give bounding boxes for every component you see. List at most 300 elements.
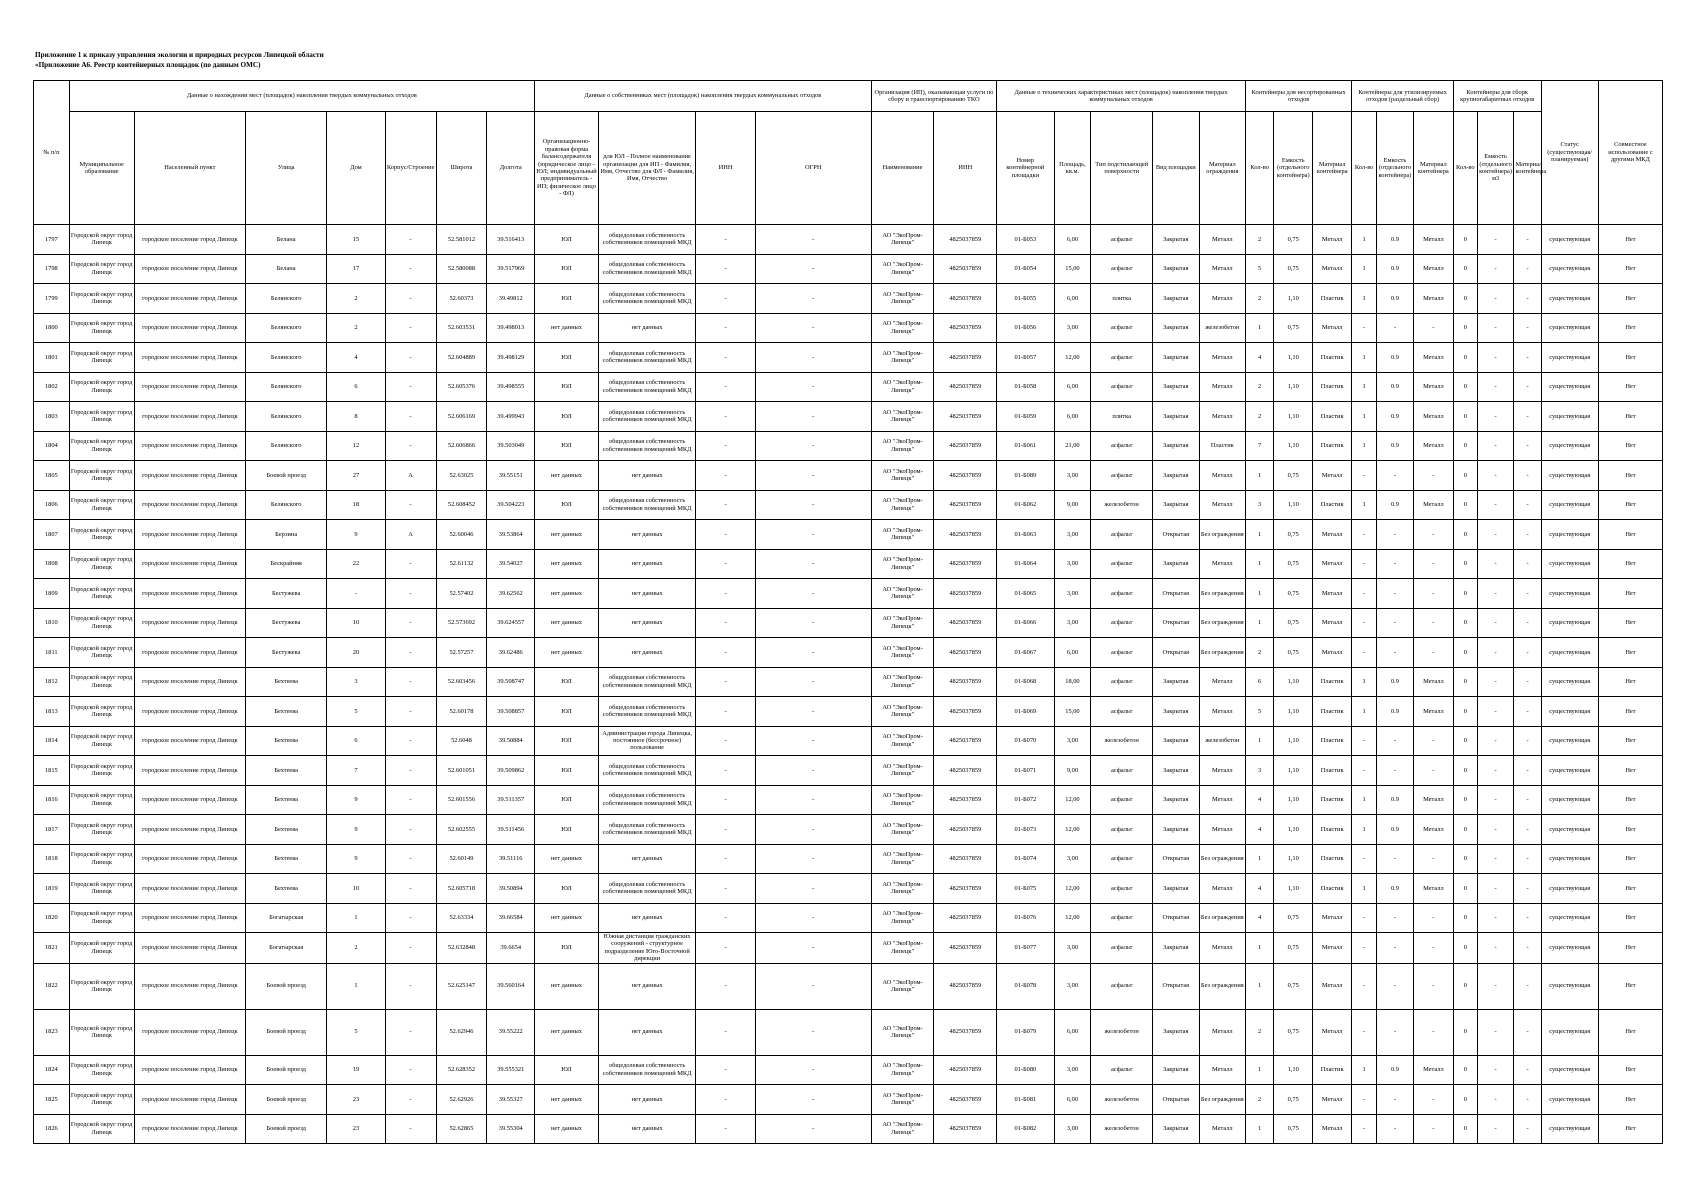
table-cell: 01-Б080: [997, 1055, 1054, 1085]
table-cell: 01-Б074: [997, 844, 1054, 874]
table-cell: -: [1477, 903, 1514, 933]
table-row: [34, 254, 1663, 284]
table-cell: Бехтеева: [246, 815, 327, 845]
table-cell: Нет: [1598, 372, 1662, 402]
table-row: [34, 726, 1663, 756]
table-cell: нет данных: [535, 579, 599, 609]
table-cell: Закрытая: [1153, 343, 1200, 373]
table-cell: -: [1377, 313, 1414, 343]
table-cell: 12,00: [1054, 874, 1091, 904]
table-cell: Металл: [1313, 1009, 1352, 1055]
table-cell: Бехтеева: [246, 667, 327, 697]
table-cell: асфальт: [1091, 756, 1153, 786]
table-cell: АО "ЭкоПром-Липецк": [871, 933, 934, 964]
table-cell: Металл: [1313, 254, 1352, 284]
table-cell: 52.632848: [436, 933, 487, 964]
table-cell: Закрытая: [1153, 667, 1200, 697]
table-cell: -: [1514, 1055, 1541, 1085]
table-cell: существующая: [1541, 372, 1598, 402]
table-cell: -: [385, 343, 436, 373]
table-cell: Пластик: [1313, 284, 1352, 314]
table-cell: 1798: [34, 254, 70, 284]
table-cell: общедолевая собственность собственников помещений МКД: [598, 697, 695, 727]
table-cell: Белянского: [246, 372, 327, 402]
group-header: Данные о технических характеристиках мест (площадок) накопления твердых коммунальных отходов: [997, 81, 1246, 112]
table-cell: 0,75: [1274, 1114, 1313, 1144]
table-cell: 1,10: [1274, 874, 1313, 904]
table-cell: 0.9: [1377, 431, 1414, 461]
table-cell: -: [1352, 313, 1377, 343]
table-cell: Без ограждения: [1199, 844, 1246, 874]
table-cell: 1,10: [1274, 756, 1313, 786]
table-cell: 01-Б089: [997, 461, 1054, 491]
table-cell: Городской округ город Липецк: [69, 756, 134, 786]
table-cell: 52.57257: [436, 638, 487, 668]
table-cell: -: [1514, 608, 1541, 638]
table-cell: Металл: [1199, 667, 1246, 697]
table-cell: -: [696, 756, 756, 786]
table-cell: 1: [1352, 284, 1377, 314]
table-cell: 0: [1453, 785, 1477, 815]
table-cell: Металл: [1313, 225, 1352, 255]
table-cell: 5: [1246, 697, 1274, 727]
column-header: Емкость (отдельного контейнера): [1274, 112, 1313, 225]
table-cell: существующая: [1541, 490, 1598, 520]
table-cell: -: [385, 667, 436, 697]
table-cell: 4825037859: [934, 903, 997, 933]
table-cell: 10: [327, 874, 385, 904]
table-cell: 0,75: [1274, 549, 1313, 579]
table-cell: ЮЛ: [535, 874, 599, 904]
column-header: Населенный пункт: [134, 112, 245, 225]
table-cell: Металл: [1313, 903, 1352, 933]
table-cell: Металл: [1199, 490, 1246, 520]
table-cell: -: [1477, 343, 1514, 373]
table-cell: Металл: [1413, 225, 1453, 255]
table-cell: 4825037859: [934, 608, 997, 638]
table-cell: АО "ЭкоПром-Липецк": [871, 874, 934, 904]
table-cell: -: [1477, 667, 1514, 697]
table-cell: Металл: [1313, 549, 1352, 579]
table-cell: -: [385, 638, 436, 668]
table-cell: 1823: [34, 1009, 70, 1055]
table-cell: 52.580088: [436, 254, 487, 284]
table-cell: 3,00: [1054, 726, 1091, 756]
table-cell: 1807: [34, 520, 70, 550]
table-cell: ЮЛ: [535, 284, 599, 314]
table-cell: -: [1477, 579, 1514, 609]
table-cell: существующая: [1541, 431, 1598, 461]
table-cell: Городской округ город Липецк: [69, 520, 134, 550]
table-cell: Городской округ город Липецк: [69, 313, 134, 343]
table-cell: существующая: [1541, 1009, 1598, 1055]
table-cell: -: [1413, 756, 1453, 786]
table-cell: Белянского: [246, 490, 327, 520]
table-cell: Богатырская: [246, 903, 327, 933]
table-cell: -: [1352, 638, 1377, 668]
table-cell: 4825037859: [934, 520, 997, 550]
group-header: Контейнеры для утилизируемых отходов (раздельный сбор): [1352, 81, 1454, 112]
table-cell: 52.601051: [436, 756, 487, 786]
table-cell: 0: [1453, 254, 1477, 284]
table-cell: Закрытая: [1153, 461, 1200, 491]
table-cell: асфальт: [1091, 903, 1153, 933]
table-cell: Металл: [1313, 638, 1352, 668]
table-cell: городское поселение город Липецк: [134, 815, 245, 845]
table-cell: Закрытая: [1153, 254, 1200, 284]
table-cell: Нет: [1598, 933, 1662, 964]
table-cell: -: [1514, 461, 1541, 491]
table-cell: общедолевая собственность собственников помещений МКД: [598, 343, 695, 373]
table-cell: 52.601556: [436, 785, 487, 815]
table-cell: -: [696, 402, 756, 432]
table-cell: Закрытая: [1153, 697, 1200, 727]
table-cell: -: [385, 254, 436, 284]
column-header: Вид площадки: [1153, 112, 1200, 225]
table-cell: -: [1514, 785, 1541, 815]
table-cell: Металл: [1313, 933, 1352, 964]
table-cell: -: [385, 726, 436, 756]
table-cell: Пластик: [1313, 726, 1352, 756]
table-cell: Металл: [1413, 667, 1453, 697]
table-cell: -: [385, 225, 436, 255]
table-cell: 0.9: [1377, 490, 1414, 520]
column-header: Тип подстилающей поверхности: [1091, 112, 1153, 225]
table-cell: городское поселение город Липецк: [134, 372, 245, 402]
table-cell: -: [385, 1055, 436, 1085]
table-row: [34, 785, 1663, 815]
table-cell: 0: [1453, 520, 1477, 550]
table-cell: 01-Б061: [997, 431, 1054, 461]
table-cell: 1,10: [1274, 372, 1313, 402]
table-cell: 18,00: [1054, 667, 1091, 697]
table-cell: Нет: [1598, 313, 1662, 343]
table-cell: АО "ЭкоПром-Липецк": [871, 549, 934, 579]
table-cell: 6,00: [1054, 284, 1091, 314]
column-header: Корпус/Строение: [385, 112, 436, 225]
table-cell: существующая: [1541, 933, 1598, 964]
table-cell: -: [755, 461, 871, 491]
table-cell: -: [1413, 726, 1453, 756]
table-cell: городское поселение город Липецк: [134, 1114, 245, 1144]
table-cell: 4825037859: [934, 549, 997, 579]
table-cell: 39.55304: [487, 1114, 535, 1144]
table-cell: 4825037859: [934, 284, 997, 314]
table-cell: 3,00: [1054, 313, 1091, 343]
table-cell: Металл: [1313, 520, 1352, 550]
table-cell: АО "ЭкоПром-Липецк": [871, 697, 934, 727]
table-cell: нет данных: [598, 844, 695, 874]
table-cell: ЮЛ: [535, 1055, 599, 1085]
table-cell: железобетон: [1199, 726, 1246, 756]
table-cell: АО "ЭкоПром-Липецк": [871, 785, 934, 815]
table-cell: 0.9: [1377, 697, 1414, 727]
table-cell: 39.624557: [487, 608, 535, 638]
table-cell: -: [1514, 402, 1541, 432]
table-cell: 9: [327, 520, 385, 550]
table-cell: ЮЛ: [535, 785, 599, 815]
table-cell: -: [1377, 726, 1414, 756]
table-cell: нет данных: [598, 579, 695, 609]
table-cell: 3,00: [1054, 461, 1091, 491]
table-cell: городское поселение город Липецк: [134, 1009, 245, 1055]
table-cell: Пластик: [1313, 431, 1352, 461]
table-cell: Металл: [1413, 490, 1453, 520]
table-cell: -: [1413, 461, 1453, 491]
table-cell: -: [1352, 844, 1377, 874]
table-cell: нет данных: [598, 1009, 695, 1055]
table-cell: Городской округ город Липецк: [69, 343, 134, 373]
table-cell: -: [1352, 933, 1377, 964]
table-cell: -: [1352, 549, 1377, 579]
table-cell: 3,00: [1054, 1055, 1091, 1085]
table-cell: 6,00: [1054, 372, 1091, 402]
table-cell: АО "ЭкоПром-Липецк": [871, 667, 934, 697]
table-cell: -: [1477, 313, 1514, 343]
table-cell: существующая: [1541, 1085, 1598, 1115]
column-header: Материал контейнера: [1514, 112, 1541, 225]
table-cell: 1,10: [1274, 844, 1313, 874]
table-cell: Нет: [1598, 579, 1662, 609]
table-cell: -: [755, 1085, 871, 1115]
table-cell: 4825037859: [934, 667, 997, 697]
column-header: Совместное использование с другими МКД: [1598, 81, 1662, 225]
table-cell: -: [696, 874, 756, 904]
table-cell: 39.555321: [487, 1055, 535, 1085]
table-cell: 0: [1453, 313, 1477, 343]
table-cell: -: [696, 815, 756, 845]
table-cell: -: [1514, 1085, 1541, 1115]
table-cell: Закрытая: [1153, 225, 1200, 255]
table-cell: 1800: [34, 313, 70, 343]
table-cell: 1: [1352, 402, 1377, 432]
table-cell: 01-Б079: [997, 1009, 1054, 1055]
table-cell: асфальт: [1091, 963, 1153, 1009]
table-cell: 4: [327, 343, 385, 373]
table-cell: -: [1477, 372, 1514, 402]
table-cell: Белянского: [246, 313, 327, 343]
table-cell: существующая: [1541, 520, 1598, 550]
table-cell: 52.608452: [436, 490, 487, 520]
table-cell: 1808: [34, 549, 70, 579]
table-cell: 01-Б057: [997, 343, 1054, 373]
table-cell: Без ограждения: [1199, 579, 1246, 609]
table-cell: Пластик: [1313, 697, 1352, 727]
table-cell: 52.62946: [436, 1009, 487, 1055]
table-cell: существующая: [1541, 461, 1598, 491]
table-cell: -: [696, 638, 756, 668]
table-cell: 0.9: [1377, 372, 1414, 402]
table-cell: АО "ЭкоПром-Липецк": [871, 844, 934, 874]
table-cell: 1797: [34, 225, 70, 255]
table-cell: общедолевая собственность собственников помещений МКД: [598, 667, 695, 697]
table-cell: существующая: [1541, 903, 1598, 933]
table-cell: 2: [327, 933, 385, 964]
table-cell: Пластик: [1313, 785, 1352, 815]
table-cell: -: [696, 461, 756, 491]
table-cell: Металл: [1199, 461, 1246, 491]
table-cell: -: [696, 520, 756, 550]
table-cell: -: [1352, 579, 1377, 609]
table-cell: -: [1477, 520, 1514, 550]
table-cell: 23: [327, 1085, 385, 1115]
table-cell: АО "ЭкоПром-Липецк": [871, 638, 934, 668]
table-cell: городское поселение город Липецк: [134, 431, 245, 461]
table-cell: Без ограждения: [1199, 963, 1246, 1009]
table-cell: Южная дистанция гражданских сооружений - структурное подразделение Юго-Восточной дирекции: [598, 933, 695, 964]
table-cell: Закрытая: [1153, 284, 1200, 314]
table-cell: 2: [1246, 638, 1274, 668]
table-cell: 4825037859: [934, 1009, 997, 1055]
table-cell: нет данных: [598, 638, 695, 668]
table-cell: -: [1477, 549, 1514, 579]
table-cell: Городской округ город Липецк: [69, 490, 134, 520]
table-cell: ЮЛ: [535, 225, 599, 255]
table-cell: -: [696, 1009, 756, 1055]
table-cell: Администрация города Липецка, постоянное (бессрочное) пользование: [598, 726, 695, 756]
table-cell: Открытая: [1153, 520, 1200, 550]
table-cell: Металл: [1199, 1009, 1246, 1055]
table-cell: 0.9: [1377, 667, 1414, 697]
table-cell: общедолевая собственность собственников помещений МКД: [598, 756, 695, 786]
table-cell: 1799: [34, 284, 70, 314]
table-cell: городское поселение город Липецк: [134, 756, 245, 786]
table-cell: 9: [327, 844, 385, 874]
table-cell: -: [385, 549, 436, 579]
table-cell: -: [385, 874, 436, 904]
table-cell: -: [385, 579, 436, 609]
table-cell: Без ограждения: [1199, 520, 1246, 550]
table-cell: существующая: [1541, 667, 1598, 697]
table-cell: 39.50894: [487, 874, 535, 904]
table-cell: 4825037859: [934, 726, 997, 756]
table-cell: городское поселение город Липецк: [134, 638, 245, 668]
table-cell: 1809: [34, 579, 70, 609]
table-cell: -: [755, 372, 871, 402]
table-cell: -: [385, 933, 436, 964]
table-cell: 52.60178: [436, 697, 487, 727]
table-cell: 1814: [34, 726, 70, 756]
table-cell: -: [755, 313, 871, 343]
table-cell: Металл: [1413, 697, 1453, 727]
table-cell: общедолевая собственность собственников помещений МКД: [598, 1055, 695, 1085]
table-cell: 4: [1246, 785, 1274, 815]
table-cell: 0.9: [1377, 1055, 1414, 1085]
table-cell: Закрытая: [1153, 431, 1200, 461]
table-cell: 3,00: [1054, 608, 1091, 638]
table-cell: -: [696, 1055, 756, 1085]
table-cell: -: [385, 372, 436, 402]
table-cell: 4825037859: [934, 697, 997, 727]
column-header: Муниципальное образование: [69, 112, 134, 225]
table-cell: Городской округ город Липецк: [69, 933, 134, 964]
table-cell: Закрытая: [1153, 549, 1200, 579]
table-cell: -: [755, 1055, 871, 1085]
table-cell: 52.628352: [436, 1055, 487, 1085]
table-cell: Нет: [1598, 844, 1662, 874]
table-cell: железобетон: [1091, 1009, 1153, 1055]
table-cell: -: [755, 756, 871, 786]
column-header: Материал контейнера: [1313, 112, 1352, 225]
table-cell: 39.498555: [487, 372, 535, 402]
table-cell: асфальт: [1091, 254, 1153, 284]
table-cell: Городской округ город Липецк: [69, 225, 134, 255]
table-cell: Бехтеева: [246, 844, 327, 874]
column-header: для ЮЛ - Полное наименование организации для ИП - Фамилия, Имя, Отчество для ФЛ - Фамилия, Имя, Отчество: [598, 112, 695, 225]
table-cell: общедолевая собственность собственников помещений МКД: [598, 815, 695, 845]
table-cell: 01-Б076: [997, 903, 1054, 933]
table-cell: Нет: [1598, 1085, 1662, 1115]
table-cell: Закрытая: [1153, 1114, 1200, 1144]
table-cell: -: [385, 903, 436, 933]
table-cell: -: [1352, 963, 1377, 1009]
table-cell: 10: [327, 608, 385, 638]
table-cell: 6,00: [1054, 638, 1091, 668]
table-cell: -: [755, 284, 871, 314]
column-header: Широта: [436, 112, 487, 225]
table-cell: АО "ЭкоПром-Липецк": [871, 313, 934, 343]
table-cell: Закрытая: [1153, 372, 1200, 402]
table-cell: 52.63025: [436, 461, 487, 491]
table-cell: Бехтеева: [246, 785, 327, 815]
table-cell: 1818: [34, 844, 70, 874]
table-cell: Металл: [1199, 785, 1246, 815]
table-row: [34, 284, 1663, 314]
table-cell: существующая: [1541, 402, 1598, 432]
table-cell: АО "ЭкоПром-Липецк": [871, 1055, 934, 1085]
table-cell: нет данных: [598, 461, 695, 491]
table-cell: 1822: [34, 963, 70, 1009]
table-cell: 01-Б056: [997, 313, 1054, 343]
table-cell: Нет: [1598, 402, 1662, 432]
table-cell: 0: [1453, 225, 1477, 255]
table-cell: -: [1514, 963, 1541, 1009]
table-cell: Металл: [1413, 1055, 1453, 1085]
table-cell: асфальт: [1091, 785, 1153, 815]
table-cell: 2: [1246, 284, 1274, 314]
table-cell: Городской округ город Липецк: [69, 638, 134, 668]
table-cell: Пластик: [1313, 402, 1352, 432]
table-cell: 27: [327, 461, 385, 491]
table-cell: -: [1477, 697, 1514, 727]
table-cell: 1817: [34, 815, 70, 845]
table-cell: 0: [1453, 1009, 1477, 1055]
table-cell: 15: [327, 225, 385, 255]
table-cell: 1,10: [1274, 1055, 1313, 1085]
table-cell: 01-Б058: [997, 372, 1054, 402]
table-cell: 4825037859: [934, 1055, 997, 1085]
column-header: Кол-во: [1352, 112, 1377, 225]
table-cell: 7: [327, 756, 385, 786]
table-cell: существующая: [1541, 284, 1598, 314]
table-cell: -: [1514, 490, 1541, 520]
table-cell: -: [1514, 431, 1541, 461]
table-cell: -: [755, 402, 871, 432]
table-cell: существующая: [1541, 874, 1598, 904]
table-cell: городское поселение город Липецк: [134, 402, 245, 432]
column-header: Материал контейнера: [1413, 112, 1453, 225]
table-cell: Без ограждения: [1199, 638, 1246, 668]
table-cell: 52.602555: [436, 815, 487, 845]
table-cell: АО "ЭкоПром-Липецк": [871, 579, 934, 609]
table-cell: -: [1514, 254, 1541, 284]
table-cell: 1: [1352, 874, 1377, 904]
table-cell: -: [755, 608, 871, 638]
table-cell: Нет: [1598, 549, 1662, 579]
table-cell: асфальт: [1091, 815, 1153, 845]
table-cell: 52.62926: [436, 1085, 487, 1115]
table-cell: Металл: [1313, 608, 1352, 638]
